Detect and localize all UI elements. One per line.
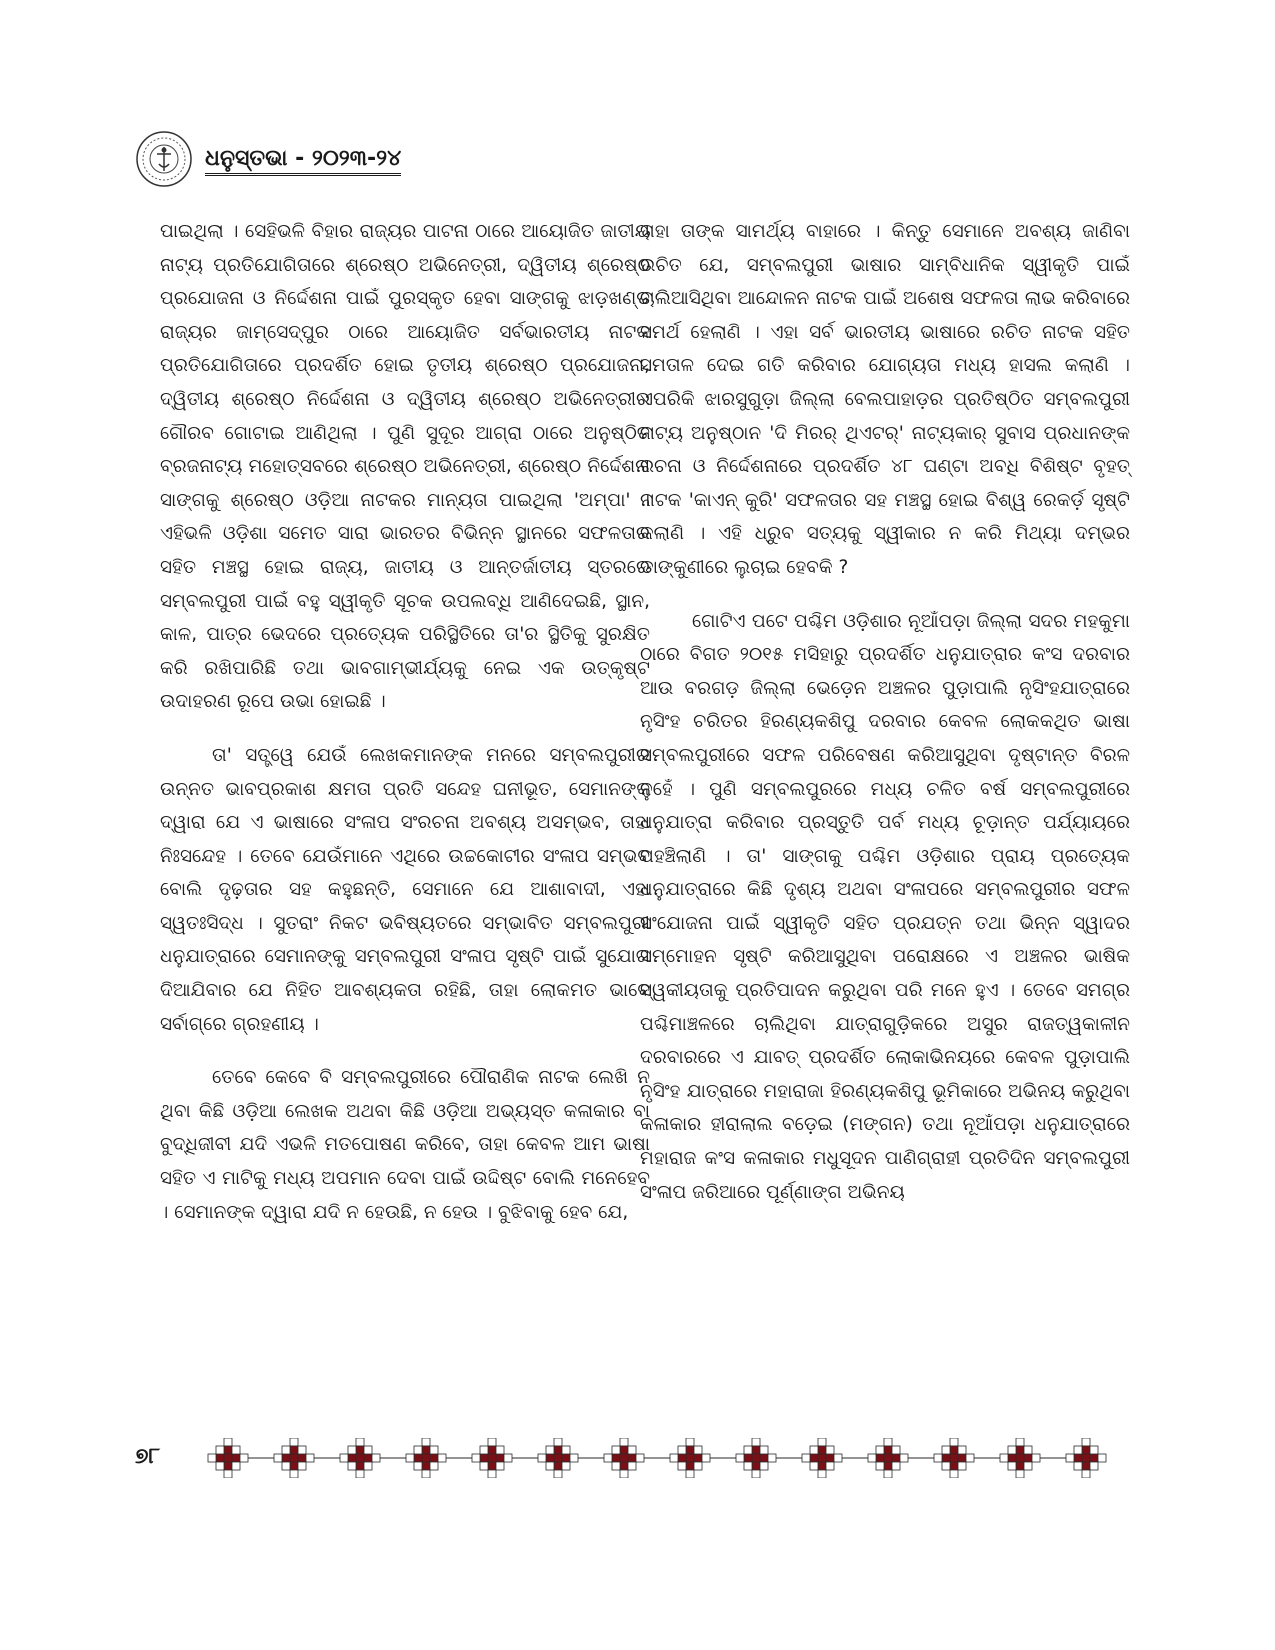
paragraph: ତା' ସତ୍ତ୍ୱେ ଯେଉଁ ଲେଖକମାନଙ୍କ ମନରେ ସମ୍ବଲପୁରୀର ଉନ୍ନତ ଭାବପ୍ରକାଶ କ୍ଷମତା ପ୍ରତି ସନ୍ଦେହ ଘନୀଭୂତ, ସେମାନଙ୍କ ଦ୍ୱାରା ଯେ ଏ ଭାଷାରେ ସଂଳାପ ସଂରଚନା ଅବଶ୍ୟ ଅସମ୍ଭବ, ତାହା ନିଃସନ୍ଦେହ । ତେବେ ଯେଉଁମାନେ ଏଥିରେ ଉଚ୍ଚକୋଟୀର ସଂଳାପ ସମ୍ଭବ ବୋଲି ଦୃଢ଼ତାର ସହ କହୁଛନ୍ତି, ସେମାନେ ଯେ ଆଶାବାଦୀ, ଏହା ସ୍ୱତଃସିଦ୍ଧ । ସୁତରାଂ ନିକଟ ଭବିଷ୍ୟତରେ ସମ୍ଭାବିତ ସମ୍ବଲପୁରୀ ଧନୁଯାତ୍ରାରେ ସେମାନଙ୍କୁ ସମ୍ବଲପୁରୀ ସଂଳାପ ସୃଷ୍ଟି ପାଇଁ ସୁଯୋଗ ଦିଆଯିବାର ଯେ ନିହିତ ଆବଶ୍ୟକତା ରହିଛି, ତାହା ଲୋକମତ ଭାବେ ସର୍ବାଗ୍ରେ ଗ୍ରହଣୀୟ ।: [160, 744, 650, 1035]
page-number: ୭୮: [135, 1444, 160, 1469]
cross-motif-icon: [472, 1438, 512, 1478]
paragraph: ଗୋଟିଏ ପଟେ ପଶ୍ଚିମ ଓଡ଼ିଶାର ନୂଆଁପଡ଼ା ଜିଲ୍ଲା ସଦର ମହକୁମା ଠାରେ ବିଗତ ୨୦୧୫ ମସିହାରୁ ପ୍ରଦର୍ଶିତ ଧନୁଯାତ୍ରାର କଂସ ଦରବାର ଆଉ ବରଗଡ଼ ଜିଲ୍ଲା ଭେଡ଼େନ ଅଞ୍ଚଳର ପୁଡ଼ାପାଲି ନୃସିଂହଯାତ୍ରାରେ ନୃସିଂହ ଚରିତର ହିରଣ୍ୟକଶିପୁ ଦରବାର କେବଳ ଲୋକକଥିତ ଭାଷା ସମ୍ବଲପୁରୀରେ ସଫଳ ପରିବେଷଣ କରିଆସୁଥିବା ଦୃଷ୍ଟାନ୍ତ ବିରଳ ନୁହେଁ । ପୁଣି ସମ୍ବଲପୁରରେ ମଧ୍ୟ ଚଳିତ ବର୍ଷ ସମ୍ବଲପୁରୀରେ ଧନୁଯାତ୍ରା କରିବାର ପ୍ରସ୍ତୁତି ପର୍ବ ମଧ୍ୟ ଚୂଡ଼ାନ୍ତ ପର୍ଯ୍ୟାୟରେ ପହଞ୍ଚିଲାଣି । ତା' ସାଙ୍ଗକୁ ପଶ୍ଚିମ ଓଡ଼ିଶାର ପ୍ରାୟ ପ୍ରତ୍ୟେକ ଧନୁଯାତ୍ରାରେ କିଛି ଦୃଶ୍ୟ ଅଥବା ସଂଳାପରେ ସମ୍ବଲପୁରୀର ସଫଳ ସଂଯୋଜନା ପାଇଁ ସ୍ୱୀକୃତି ସହିତ ପ୍ରଯତ୍ନ ତଥା ଭିନ୍ନ ସ୍ୱାଦର ସମ୍ମୋହନ ସୃଷ୍ଟି କରିଆସୁଥିବା ପରୋକ୍ଷରେ ଏ ଅଞ୍ଚଳର ଭାଷିକ ସ୍ୱକୀୟତାକୁ ପ୍ରତିପାଦନ କରୁଥିବା ପରି ମନେ ହୁଏ । ତେବେ ସମଗ୍ର ପଶ୍ଚିମାଞ୍ଚଳରେ ଚାଲିଥିବା ଯାତ୍ରାଗୁଡ଼ିକରେ ଅସୁର ରାଜତ୍ୱକାଳୀନ ଦରବାରରେ ଏ ଯାବତ୍ ପ୍ରଦର୍ଶିତ ଲୋକାଭିନୟରେ କେବଳ ପୁଡ଼ାପାଲି ନୃସିଂହ ଯାତ୍ରାରେ ମହାରାଜା ହିରଣ୍ୟକଶିପୁ ଭୂମିକାରେ ଅଭିନୟ କରୁଥିବା କଳାକାର ହୀରାଲାଲ ବଡ଼େଇ (ମଙ୍ଗନ) ତଥା ନୂଆଁପଡ଼ା ଧନୁଯାତ୍ରାରେ ମହାରାଜ କଂସ କଳାକାର ମଧୁସୂଦନ ପାଣିଗ୍ରାହୀ ପ୍ରତିଦିନ ସମ୍ବଲପୁରୀ ସଂଳାପ ଜରିଆରେ ପୂର୍ଣ୍ଣାଙ୍ଗ ଅଭିନୟ: [640, 610, 1130, 1203]
seal-emblem-icon: [135, 130, 193, 188]
cross-motif-icon: [538, 1438, 578, 1478]
footer-ornament-border: [198, 1438, 1123, 1478]
left-column: [160, 215, 650, 1249]
cross-motif-icon: [670, 1438, 710, 1478]
paragraph: ପାଇଥିଲା । ସେହିଭଳି ବିହାର ରାଜ୍ୟର ପାଟନା ଠାରେ ଆୟୋଜିତ ଜାତୀୟ ନାଟ୍ୟ ପ୍ରତିଯୋଗିତାରେ ଶ୍ରେଷ୍ଠ ଅଭିନେତ୍ରୀ, ଦ୍ୱିତୀୟ ଶ୍ରେଷ୍ଠ ପ୍ରଯୋଜନା ଓ ନିର୍ଦ୍ଦେଶନା ପାଇଁ ପୁରସ୍କୃତ ହେବା ସାଙ୍ଗକୁ ଝାଡ଼ଖଣ୍ଡ ରାଜ୍ୟର ଜାମ୍‌ସେଦ୍‌ପୁର ଠାରେ ଆୟୋଜିତ ସର୍ବଭାରତୀୟ ନାଟକ ପ୍ରତିଯୋଗିତାରେ ପ୍ରଦର୍ଶିତ ହୋଇ ତୃତୀୟ ଶ୍ରେଷ୍ଠ ପ୍ରଯୋଜନା, ଦ୍ୱିତୀୟ ଶ୍ରେଷ୍ଠ ନିର୍ଦ୍ଦେଶନା ଓ ଦ୍ୱିତୀୟ ଶ୍ରେଷ୍ଠ ଅଭିନେତ୍ରୀର ଗୌରବ ଗୋଟାଇ ଆଣିଥିଲା । ପୁଣି ସୁଦୂର ଆଗ୍ରା ଠାରେ ଅନୁଷ୍ଠିତ ବ୍ରଜନାଟ୍ୟ ମହୋତ୍ସବରେ ଶ୍ରେଷ୍ଠ ଅଭିନେତ୍ରୀ, ଶ୍ରେଷ୍ଠ ନିର୍ଦ୍ଦେଶନା ସାଙ୍ଗକୁ ଶ୍ରେଷ୍ଠ ଓଡ଼ିଆ ନାଟକର ମାନ୍ୟତା ପାଇଥିଲା 'ଅମ୍ପା' । ଏହିଭଳି ଓଡ଼ିଶା ସମେତ ସାରା ଭାରତର ବିଭିନ୍ନ ସ୍ଥାନରେ ସଫଳତାର ସହିତ ମଞ୍ଚସ୍ଥ ହୋଇ ରାଜ୍ୟ, ଜାତୀୟ ଓ ଆନ୍ତର୍ଜାତୀୟ ସ୍ତରରେ ସମ୍ବଲପୁରୀ ପାଇଁ ବହୁ ସ୍ୱୀକୃତି ସୂଚକ ଉପଲବ୍ଧି ଆଣିଦେଇଛି, ସ୍ଥାନ, କାଳ, ପାତ୍ର ଭେଦରେ ପ୍ରତ୍ୟେକ ପରିସ୍ଥିତିରେ ତା'ର ସ୍ଥିତିକୁ ସୁରକ୍ଷିତ କରି ରଖିପାରିଛି ତଥା ଭାବଗାମ୍ଭୀର୍ଯ୍ୟକୁ ନେଇ ଏକ ଉତ୍କୃଷ୍ଟ ଉଦାହରଣ ରୂପେ ଉଭା ହୋଇଛି ।: [160, 221, 650, 713]
cross-motif-icon: [406, 1438, 446, 1478]
cross-motif-icon: [604, 1438, 644, 1478]
cross-motif-icon: [802, 1438, 842, 1478]
right-column: [640, 215, 1130, 1229]
paragraph: ତାହା ତାଙ୍କ ସାମର୍ଥ୍ୟ ବାହାରେ । କିନ୍ତୁ ସେମାନେ ଅବଶ୍ୟ ଜାଣିବା ଉଚିତ ଯେ, ସମ୍ବଲପୁରୀ ଭାଷାର ସାମ୍ବିଧାନିକ ସ୍ୱୀକୃତି ପାଇଁ ଚାଲିଆସିଥିବା ଆନ୍ଦୋଳନ ନାଟକ ପାଇଁ ଅଶେଷ ସଫଳତା ଲାଭ କରିବାରେ ସମର୍ଥ ହେଲାଣି । ଏହା ସର୍ବ ଭାରତୀୟ ଭାଷାରେ ରଚିତ ନାଟକ ସହିତ ସମତାଳ ଦେଇ ଗତି କରିବାର ଯୋଗ୍ୟତା ମଧ୍ୟ ହାସଲ କଲାଣି । ଏପରିକି ଝାରସୁଗୁଡ଼ା ଜିଲ୍ଲା ବେଲପାହାଡ଼ର ପ୍ରତିଷ୍ଠିତ ସମ୍ବଲପୁରୀ ନାଟ୍ୟ ଅନୁଷ୍ଠାନ 'ଦି ମିରର୍ ଥିଏଟର୍' ନାଟ୍ୟକାର୍ ସୁବାସ ପ୍ରଧାନଙ୍କ ରଚନା ଓ ନିର୍ଦ୍ଦେଶନାରେ ପ୍ରଦର୍ଶିତ ୪୮ ଘଣ୍ଟା ଅବଧି ବିଶିଷ୍ଟ ବୃହତ୍ ନାଟକ 'କାଏନ୍ କୁରି' ସଫଳତାର ସହ ମଞ୍ଚସ୍ଥ ହୋଇ ବିଶ୍ୱ ରେକର୍ଡ଼ ସୃଷ୍ଟି କଲାଣି । ଏହି ଧ୍ରୁବ ସତ୍ୟକୁ ସ୍ୱୀକାର ନ କରି ମିଥ୍ୟା ଦମ୍ଭର ଡାଙ୍କୁଣୀରେ ଲୁଚାଇ ହେବକି ?: [640, 221, 1130, 578]
cross-motif-icon: [1066, 1438, 1106, 1478]
cross-motif-icon: [736, 1438, 776, 1478]
cross-motif-icon: [340, 1438, 380, 1478]
cross-motif-icon: [274, 1438, 314, 1478]
page-title: ଧନୁସ୍ତଭା - ୨୦୨୩-୨୪: [205, 146, 401, 176]
cross-motif-icon: [868, 1438, 908, 1478]
paragraph: ତେବେ କେବେ ବି ସମ୍ବଲପୁରୀରେ ପୌରାଣିକ ନାଟକ ଲେଖି ନ ଥିବା କିଛି ଓଡ଼ିଆ ଲେଖକ ଅଥବା କିଛି ଓଡ଼ିଆ ଅଭ୍ୟସ୍ତ କଳାକାର ବା ବୁଦ୍ଧିଜୀବୀ ଯଦି ଏଭଳି ମତପୋଷଣ କରିବେ, ତାହା କେବଳ ଆମ ଭାଷା ସହିତ ଏ ମାଟିକୁ ମଧ୍ୟ ଅପମାନ ଦେବା ପାଇଁ ଉଦ୍ଦିଷ୍ଟ ବୋଲି ମନେହେବ । ସେମାନଙ୍କ ଦ୍ୱାରା ଯଦି ନ ହେଉଛି, ନ ହେଉ । ବୁଝିବାକୁ ହେବ ଯେ,: [160, 1067, 650, 1223]
cross-motif-icon: [208, 1438, 248, 1478]
cross-motif-icon: [934, 1438, 974, 1478]
cross-motif-icon: [1000, 1438, 1040, 1478]
page-header: [135, 130, 555, 190]
page-footer: [135, 1438, 1135, 1478]
